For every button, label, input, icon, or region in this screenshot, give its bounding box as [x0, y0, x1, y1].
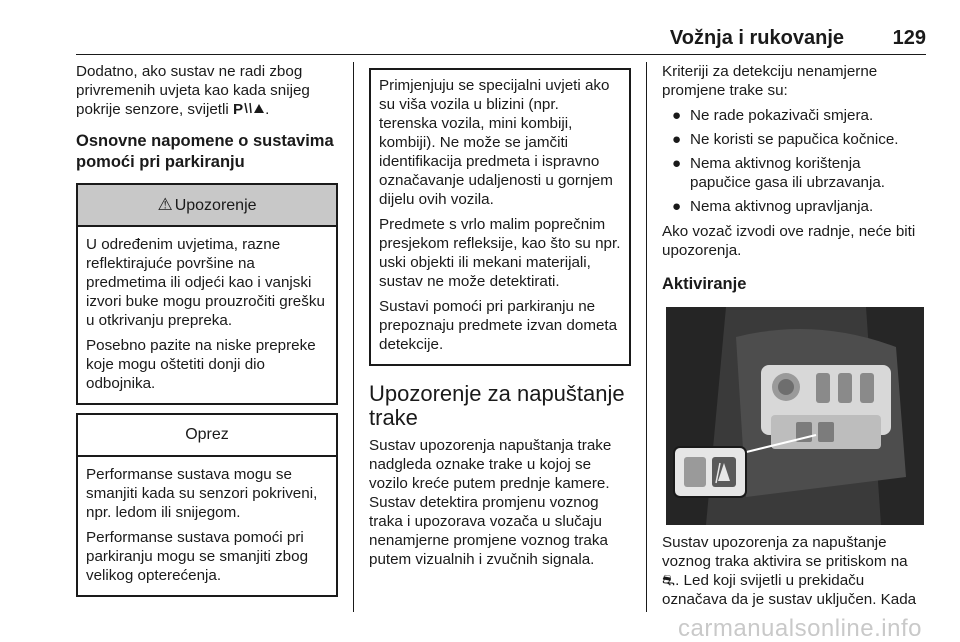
warning-triangle-icon: ⚠	[157, 195, 173, 214]
chapter-title: Vožnja i rukovanje	[669, 27, 844, 49]
warning-box-body	[78, 227, 336, 403]
dashboard-switch-photo	[666, 307, 924, 525]
criteria-intro: Kriteriji za detekciju nenamjerne promjene trake su:	[662, 63, 878, 99]
lane-departure-paragraph: Sustav upozorenja napuštanja trake nadgleda oznake trake u kojoj se vozilo kreće putem prednje kamere. Sustav detektira promjenu voznog traka i upozorava vozača u slučaju nenamjerne promjene voznog traka putem vizualnih i zvučnih signala.	[369, 437, 612, 568]
subheading-parking-notes: Osnovne napomene o sustavima pomoći pri parkiranju	[76, 132, 334, 171]
warning-box-header: ⚠ Upozorenje	[78, 185, 336, 227]
lane-departure-icon: ⛐	[662, 572, 676, 589]
list-item: ● Nema aktivnog upravljanja.	[672, 198, 874, 215]
page-header	[0, 0, 960, 52]
criteria-list	[662, 106, 924, 216]
warning-paragraph-2: Posebno pazite na niske prepreke koje mogu oštetiti donji dio odbojnika.	[86, 337, 316, 392]
column-1	[76, 62, 338, 605]
list-item: ● Ne koristi se papučica kočnice.	[672, 131, 899, 148]
note-paragraph-2: Predmete s vrlo malim poprečnim presjekom refleksije, kao što su npr. uski objekti ili mekani materijali, sustav ne može detektirati.	[379, 216, 621, 290]
note-paragraph-3: Sustavi pomoći pri parkiranju ne prepoznaju predmete izvan dometa detekcije.	[379, 298, 618, 353]
intro-paragraph: Dodatno, ako sustav ne radi zbog privremenih uvjeta kao kada snijeg pokrije senzore, svijetli P .	[76, 63, 310, 118]
column-divider-1	[353, 62, 354, 612]
note-box-body	[371, 70, 629, 364]
watermark: carmanualsonline.info	[678, 615, 922, 642]
subheading-activation: Aktiviranje	[662, 275, 747, 293]
caution-box-body	[78, 457, 336, 595]
page-number: 129	[892, 27, 926, 49]
caution-box-header: Oprez	[78, 415, 336, 457]
column-2	[369, 62, 631, 575]
parking-sensor-icon: P	[233, 101, 265, 118]
caution-paragraph-2: Performanse sustava pomoći pri parkiranju mogu se smanjiti zbog velikog opterećenja.	[86, 529, 309, 584]
list-item: ● Ne rade pokazivači smjera.	[672, 107, 874, 124]
warning-paragraph-1: U određenim uvjetima, razne reflektirajuće površine na predmetima ili odjeći kao i vanjski izvori buke mogu prouzročiti grešku u otkrivanju prepreka.	[86, 236, 325, 329]
after-criteria-paragraph: Ako vozač izvodi ove radnje, neće biti upozorenja.	[662, 223, 916, 259]
header-divider	[76, 54, 926, 55]
list-item: ● Nema aktivnog korištenja papučice gasa ili ubrzavanja.	[672, 155, 886, 191]
warning-box	[76, 183, 338, 405]
note-paragraph-1: Primjenjuju se specijalni uvjeti ako su viša vozila u blizini (npr. terenska vozila, mini kombiji, kombiji). Ne može se jamčiti identifikacija predmeta i ispravno označavanje udaljenosti u gornjem dijelu ovih vozila.	[379, 77, 613, 208]
column-divider-2	[646, 62, 647, 612]
note-box	[369, 68, 631, 366]
caution-box	[76, 413, 338, 597]
caution-paragraph-1: Performanse sustava mogu se smanjiti kada su senzori pokriveni, npr. ledom ili snijegom.	[86, 466, 318, 521]
section-heading-lane-departure: Upozorenje za napuštanje trake	[369, 381, 625, 430]
column-3	[662, 62, 924, 615]
activation-paragraph: Sustav upozorenja za napuštanje voznog traka aktivira se pritiskom na ⛐. Led koji svijetli u prekidaču označava da je sustav uključen. Kada	[662, 534, 917, 608]
